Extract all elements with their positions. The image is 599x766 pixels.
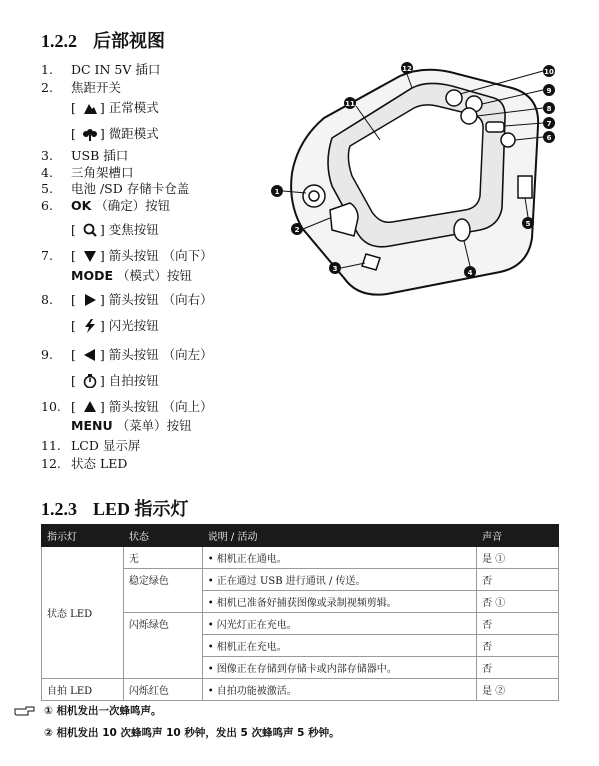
callout-label: 2 bbox=[294, 226, 300, 234]
section-number: 1.2.2 bbox=[41, 31, 77, 51]
column-header: 说明 / 活动 bbox=[202, 525, 476, 547]
indicator-cell: 自拍 LED bbox=[42, 679, 124, 701]
flash-bolt-icon bbox=[82, 319, 98, 333]
list-subitem: [ ] 微距模式 bbox=[71, 126, 159, 141]
list-item: 3. USB 插口 bbox=[41, 148, 129, 163]
sound-cell: 否 ① bbox=[477, 591, 559, 613]
callout-label: 5 bbox=[525, 220, 531, 228]
desc-cell: • 自拍功能被激活。 bbox=[202, 679, 476, 701]
sound-cell: 否 bbox=[477, 635, 559, 657]
list-subitem: [ ] 闪光按钮 bbox=[71, 318, 159, 333]
callout-label: 10 bbox=[544, 68, 554, 76]
sound-cell: 否 bbox=[477, 569, 559, 591]
section-heading-rear-view bbox=[41, 27, 165, 53]
camera-rear-illustration bbox=[262, 58, 562, 308]
list-item: 1. DC IN 5V 插口 bbox=[41, 62, 161, 77]
footnote: ② 相机发出 10 次蜂鸣声 10 秒钟，发出 5 次蜂鸣声 5 秒钟。 bbox=[44, 727, 340, 739]
column-header: 声音 bbox=[477, 525, 559, 547]
indicator-cell: 状态 LED bbox=[42, 547, 124, 679]
callout-label: 8 bbox=[546, 105, 552, 113]
pointing-hand-icon bbox=[14, 705, 36, 717]
state-cell: 闪烁红色 bbox=[123, 679, 202, 701]
sound-cell: 否 bbox=[477, 613, 559, 635]
callout-label: 6 bbox=[546, 134, 552, 142]
column-header: 指示灯 bbox=[42, 525, 124, 547]
state-cell: 闪烁绿色 bbox=[123, 613, 202, 679]
mountain-icon bbox=[82, 101, 98, 115]
section-number: 1.2.3 bbox=[41, 499, 77, 519]
arrow-left-icon bbox=[82, 348, 98, 362]
footnote: ① 相机发出一次蜂鸣声。 bbox=[44, 705, 162, 717]
desc-cell: • 相机正在充电。 bbox=[202, 635, 476, 657]
list-item: 8. [ ] 箭头按钮 （向右） bbox=[41, 292, 213, 307]
table-row bbox=[42, 547, 559, 569]
list-item: 9. [ ] 箭头按钮 （向左） bbox=[41, 347, 213, 362]
section-title: 后部视图 bbox=[93, 31, 165, 51]
list-item: 2. 焦距开关 bbox=[41, 80, 122, 95]
list-item: 6. OK （确定）按钮 bbox=[41, 198, 171, 213]
list-subitem: [ ] 正常模式 bbox=[71, 100, 159, 115]
table-row bbox=[42, 679, 559, 701]
callout-label: 9 bbox=[546, 87, 552, 95]
list-item: 11. LCD 显示屏 bbox=[41, 438, 141, 453]
self-timer-icon bbox=[82, 374, 98, 388]
table-header-row bbox=[42, 525, 559, 547]
callout-label: 3 bbox=[332, 265, 338, 273]
state-cell: 稳定绿色 bbox=[123, 569, 202, 613]
callout-label: 7 bbox=[546, 120, 552, 128]
column-header: 状态 bbox=[123, 525, 202, 547]
state-cell: 无 bbox=[123, 547, 202, 569]
arrow-up-icon bbox=[82, 400, 98, 414]
callout-label: 1 bbox=[274, 188, 280, 196]
list-item: 7. [ ] 箭头按钮 （向下） bbox=[41, 248, 213, 263]
list-item: 5. 电池 /SD 存储卡仓盖 bbox=[41, 181, 190, 196]
list-subitem: MENU （菜单）按钮 bbox=[71, 418, 192, 433]
callout-label: 4 bbox=[467, 269, 473, 277]
sound-cell: 否 bbox=[477, 657, 559, 679]
led-table bbox=[41, 524, 559, 701]
zoom-magnifier-icon bbox=[82, 223, 98, 237]
arrow-down-icon bbox=[82, 249, 98, 263]
sound-cell: 是 ② bbox=[477, 679, 559, 701]
callout-label: 12 bbox=[402, 65, 412, 73]
desc-cell: • 正在通过 USB 进行通讯 / 传送。 bbox=[202, 569, 476, 591]
list-item: 10. [ ] 箭头按钮 （向上） bbox=[41, 399, 213, 414]
list-item: 12. 状态 LED bbox=[41, 456, 128, 471]
section-title: LED 指示灯 bbox=[93, 499, 189, 519]
list-subitem: MODE （模式）按钮 bbox=[71, 268, 192, 283]
list-subitem: [ ] 自拍按钮 bbox=[71, 373, 159, 388]
desc-cell: • 图像正在存储到存储卡或内部存储器中。 bbox=[202, 657, 476, 679]
callout-label: 11 bbox=[345, 100, 355, 108]
list-item: 4. 三角架槽口 bbox=[41, 165, 134, 180]
desc-cell: • 闪光灯正在充电。 bbox=[202, 613, 476, 635]
desc-cell: • 相机已准备好捕获图像或录制视频剪辑。 bbox=[202, 591, 476, 613]
section-heading-led bbox=[41, 495, 189, 521]
macro-flower-icon bbox=[82, 127, 98, 141]
list-subitem: [ ] 变焦按钮 bbox=[71, 222, 159, 237]
arrow-right-icon bbox=[82, 293, 98, 307]
sound-cell: 是 ① bbox=[477, 547, 559, 569]
desc-cell: • 相机正在通电。 bbox=[202, 547, 476, 569]
